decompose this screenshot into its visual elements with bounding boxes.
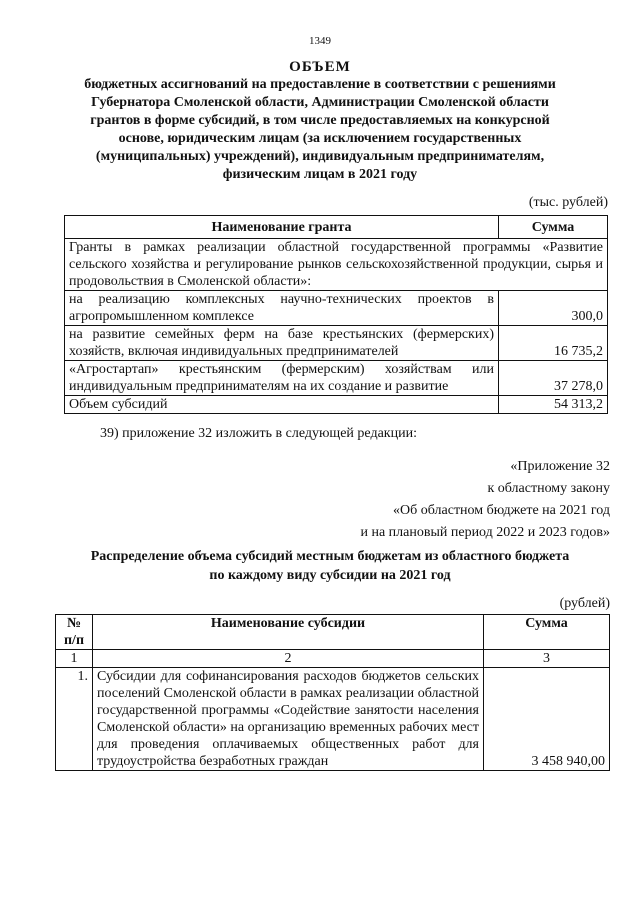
- section1-title-line: бюджетных ассигнований на предоставление в соответствии с решениями: [84, 77, 556, 92]
- table-row: [56, 668, 610, 771]
- section2-title: [60, 547, 600, 585]
- amendment-paragraph: 39) приложение 32 изложить в следующей редакции:: [100, 426, 417, 441]
- grant-name-cell: на реализацию комплексных научно-технических проектов в агропромышленном комплексе: [65, 291, 499, 326]
- table-index-row: [56, 650, 610, 668]
- grant-sum-cell: 37 278,0: [499, 361, 608, 396]
- grant-name-cell: на развитие семейных ферм на базе крестьянских (фермерских) хозяйств, включая индивидуальных предпринимателей: [65, 326, 499, 361]
- table-row: [65, 326, 608, 361]
- appendix-line: «Приложение 32: [510, 459, 610, 474]
- table-row: [65, 291, 608, 326]
- total-sum-cell: 54 313,2: [499, 396, 608, 414]
- index-cell: 3: [484, 650, 610, 668]
- subsidy-sum-cell: 3 458 940,00: [484, 668, 610, 771]
- subsidies-table: [55, 614, 610, 771]
- page-number: 1349: [309, 35, 331, 47]
- grant-sum-cell: 16 735,2: [499, 326, 608, 361]
- table-header-row: [56, 615, 610, 650]
- section1-unit: (тыс. рублей): [528, 195, 608, 210]
- section1-heading: ОБЪЕМ: [289, 59, 351, 75]
- section1-title-line: физическим лицам в 2021 году: [222, 167, 418, 182]
- appendix-block: [310, 456, 610, 544]
- total-label-cell: Объем субсидий: [65, 396, 499, 414]
- group-row-text: Гранты в рамках реализации областной государственной программы «Развитие сельского хозяйства и регулирование рынков сельскохозяйственной продукции, сырья и продовольствия в Смоленской области»:: [65, 239, 608, 291]
- section2-unit: (рублей): [559, 596, 610, 611]
- section2-title-line: Распределение объема субсидий местным бюджетам из областного бюджета: [90, 549, 570, 564]
- col-number: № п/п: [56, 615, 93, 650]
- table-total-row: [65, 396, 608, 414]
- section1-title-line: Губернатора Смоленской области, Администрации Смоленской области: [91, 95, 549, 110]
- appendix-line: к областному закону: [487, 481, 610, 496]
- col-grant-name: Наименование гранта: [65, 216, 499, 239]
- subsidy-name-cell: Субсидии для софинансирования расходов бюджетов сельских поселений Смоленской области в рамках реализации областной государственной программы «Содействие занятости населения Смоленской области» на организацию временных рабочих мест для проведения оплачиваемых общественных работ для трудоустройства безработных граждан: [93, 668, 484, 771]
- index-cell: 2: [93, 650, 484, 668]
- grant-name-cell: «Агростартап» крестьянским (фермерским) хозяйствам или индивидуальным предпринимателям на их создание и развитие: [65, 361, 499, 396]
- section1-title: [60, 58, 580, 184]
- section1-title-line: основе, юридическим лицам (за исключением государственных: [118, 131, 522, 146]
- section1-title-line: грантов в форме субсидий, в том числе предоставляемых на конкурсной: [90, 113, 550, 128]
- grants-table: [64, 215, 608, 414]
- section1-title-line: (муниципальных) учреждений), индивидуальным предпринимателям,: [95, 149, 545, 164]
- appendix-line: и на плановый период 2022 и 2023 годов»: [360, 525, 610, 540]
- section2-title-line: по каждому виду субсидии на 2021 год: [209, 568, 451, 583]
- col-sum: Сумма: [484, 615, 610, 650]
- table-header-row: [65, 216, 608, 239]
- col-sum: Сумма: [499, 216, 608, 239]
- row-number-cell: 1.: [56, 668, 93, 771]
- grant-sum-cell: 300,0: [499, 291, 608, 326]
- table-row: [65, 361, 608, 396]
- appendix-line: «Об областном бюджете на 2021 год: [393, 503, 610, 518]
- col-subsidy-name: Наименование субсидии: [93, 615, 484, 650]
- table-group-row: [65, 239, 608, 291]
- index-cell: 1: [56, 650, 93, 668]
